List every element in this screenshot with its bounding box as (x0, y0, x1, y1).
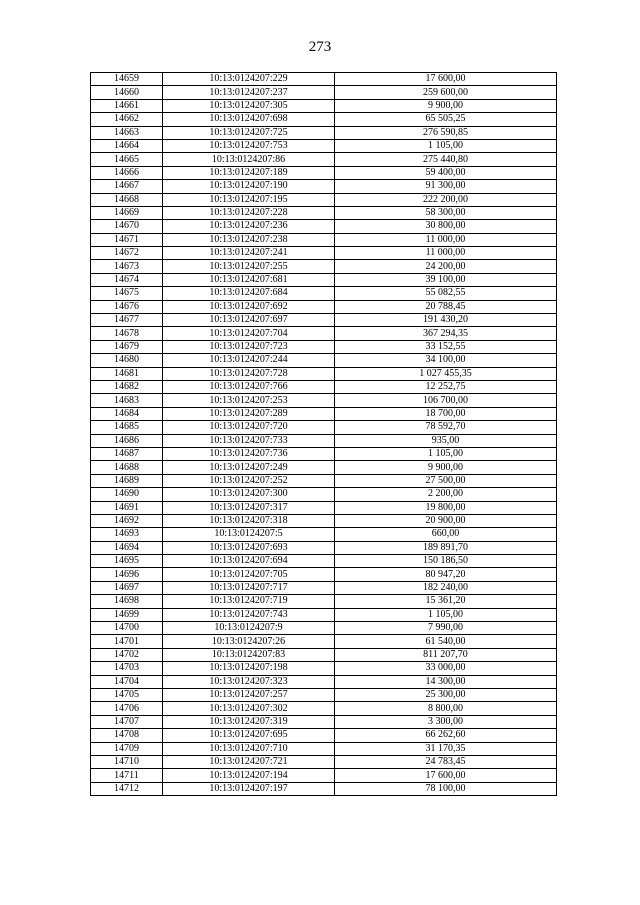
cadastral-value-cell: 1 105,00 (335, 608, 557, 621)
cadastral-number-cell: 10:13:0124207:753 (163, 139, 335, 152)
cadastral-number-cell: 10:13:0124207:26 (163, 635, 335, 648)
row-number-cell: 14681 (91, 367, 163, 380)
row-number-cell: 14662 (91, 113, 163, 126)
cadastral-value-cell: 660,00 (335, 528, 557, 541)
table-row (91, 380, 557, 393)
row-number-cell: 14688 (91, 461, 163, 474)
cadastral-number-cell: 10:13:0124207:238 (163, 233, 335, 246)
cadastral-number-cell: 10:13:0124207:725 (163, 126, 335, 139)
row-number-cell: 14672 (91, 247, 163, 260)
table-row (91, 166, 557, 179)
row-number-cell: 14673 (91, 260, 163, 273)
table-row (91, 434, 557, 447)
table-row (91, 139, 557, 152)
table-row (91, 193, 557, 206)
cadastral-value-cell: 276 590,85 (335, 126, 557, 139)
cadastral-value-cell: 11 000,00 (335, 233, 557, 246)
row-number-cell: 14659 (91, 73, 163, 86)
cadastral-value-cell: 15 361,20 (335, 595, 557, 608)
cadastral-value-cell: 259 600,00 (335, 86, 557, 99)
row-number-cell: 14684 (91, 407, 163, 420)
row-number-cell: 14689 (91, 474, 163, 487)
table-row (91, 461, 557, 474)
cadastral-number-cell: 10:13:0124207:257 (163, 688, 335, 701)
cadastral-number-cell: 10:13:0124207:733 (163, 434, 335, 447)
row-number-cell: 14663 (91, 126, 163, 139)
row-number-cell: 14691 (91, 501, 163, 514)
row-number-cell: 14669 (91, 206, 163, 219)
cadastral-number-cell: 10:13:0124207:721 (163, 755, 335, 768)
cadastral-number-cell: 10:13:0124207:241 (163, 247, 335, 260)
cadastral-number-cell: 10:13:0124207:720 (163, 421, 335, 434)
cadastral-value-cell: 9 900,00 (335, 99, 557, 112)
cadastral-number-cell: 10:13:0124207:710 (163, 742, 335, 755)
cadastral-value-cell: 8 800,00 (335, 702, 557, 715)
cadastral-value-cell: 27 500,00 (335, 474, 557, 487)
cadastral-number-cell: 10:13:0124207:305 (163, 99, 335, 112)
cadastral-value-cell: 2 200,00 (335, 488, 557, 501)
cadastral-number-cell: 10:13:0124207:723 (163, 340, 335, 353)
table-row (91, 314, 557, 327)
row-number-cell: 14674 (91, 273, 163, 286)
table-row (91, 260, 557, 273)
row-number-cell: 14701 (91, 635, 163, 648)
cadastral-number-cell: 10:13:0124207:736 (163, 447, 335, 460)
row-number-cell: 14679 (91, 340, 163, 353)
table-row (91, 287, 557, 300)
cadastral-number-cell: 10:13:0124207:229 (163, 73, 335, 86)
cadastral-value-cell: 34 100,00 (335, 354, 557, 367)
cadastral-value-cell: 11 000,00 (335, 247, 557, 260)
cadastral-number-cell: 10:13:0124207:705 (163, 568, 335, 581)
cadastral-value-cell: 25 300,00 (335, 688, 557, 701)
row-number-cell: 14668 (91, 193, 163, 206)
table-row (91, 715, 557, 728)
table-row (91, 300, 557, 313)
cadastral-number-cell: 10:13:0124207:318 (163, 514, 335, 527)
cadastral-number-cell: 10:13:0124207:681 (163, 273, 335, 286)
cadastral-value-table (90, 72, 557, 796)
table-row (91, 608, 557, 621)
table-row (91, 273, 557, 286)
row-number-cell: 14697 (91, 581, 163, 594)
cadastral-value-cell: 811 207,70 (335, 648, 557, 661)
table-row (91, 247, 557, 260)
cadastral-value-cell: 222 200,00 (335, 193, 557, 206)
row-number-cell: 14680 (91, 354, 163, 367)
table-row (91, 541, 557, 554)
table-row (91, 153, 557, 166)
table-row (91, 555, 557, 568)
row-number-cell: 14667 (91, 180, 163, 193)
table-row (91, 233, 557, 246)
row-number-cell: 14671 (91, 233, 163, 246)
table-row (91, 662, 557, 675)
cadastral-number-cell: 10:13:0124207:195 (163, 193, 335, 206)
row-number-cell: 14700 (91, 622, 163, 635)
row-number-cell: 14692 (91, 514, 163, 527)
table-row (91, 394, 557, 407)
cadastral-number-cell: 10:13:0124207:190 (163, 180, 335, 193)
row-number-cell: 14707 (91, 715, 163, 728)
cadastral-value-cell: 20 788,45 (335, 300, 557, 313)
cadastral-value-cell: 80 947,20 (335, 568, 557, 581)
cadastral-value-cell: 30 800,00 (335, 220, 557, 233)
cadastral-value-cell: 367 294,35 (335, 327, 557, 340)
table-body (91, 73, 557, 796)
table-row (91, 327, 557, 340)
cadastral-value-cell: 14 300,00 (335, 675, 557, 688)
row-number-cell: 14708 (91, 729, 163, 742)
row-number-cell: 14712 (91, 782, 163, 795)
row-number-cell: 14699 (91, 608, 163, 621)
table-row (91, 648, 557, 661)
row-number-cell: 14710 (91, 755, 163, 768)
row-number-cell: 14702 (91, 648, 163, 661)
table-row (91, 635, 557, 648)
cadastral-number-cell: 10:13:0124207:83 (163, 648, 335, 661)
cadastral-number-cell: 10:13:0124207:743 (163, 608, 335, 621)
page-number: 273 (308, 39, 332, 55)
row-number-cell: 14706 (91, 702, 163, 715)
cadastral-number-cell: 10:13:0124207:255 (163, 260, 335, 273)
cadastral-number-cell: 10:13:0124207:698 (163, 113, 335, 126)
cadastral-value-cell: 31 170,35 (335, 742, 557, 755)
table-row (91, 488, 557, 501)
cadastral-number-cell: 10:13:0124207:728 (163, 367, 335, 380)
row-number-cell: 14676 (91, 300, 163, 313)
table-row (91, 220, 557, 233)
row-number-cell: 14698 (91, 595, 163, 608)
cadastral-number-cell: 10:13:0124207:323 (163, 675, 335, 688)
table-row (91, 581, 557, 594)
cadastral-value-cell: 24 200,00 (335, 260, 557, 273)
table-row (91, 729, 557, 742)
row-number-cell: 14664 (91, 139, 163, 152)
row-number-cell: 14685 (91, 421, 163, 434)
cadastral-number-cell: 10:13:0124207:704 (163, 327, 335, 340)
cadastral-number-cell: 10:13:0124207:693 (163, 541, 335, 554)
table-row (91, 568, 557, 581)
row-number-cell: 14695 (91, 555, 163, 568)
cadastral-number-cell: 10:13:0124207:249 (163, 461, 335, 474)
table-row (91, 501, 557, 514)
table-row (91, 688, 557, 701)
cadastral-number-cell: 10:13:0124207:695 (163, 729, 335, 742)
row-number-cell: 14694 (91, 541, 163, 554)
cadastral-value-cell: 58 300,00 (335, 206, 557, 219)
table-row (91, 126, 557, 139)
cadastral-value-cell: 1 027 455,35 (335, 367, 557, 380)
cadastral-value-cell: 20 900,00 (335, 514, 557, 527)
row-number-cell: 14696 (91, 568, 163, 581)
cadastral-value-cell: 55 082,55 (335, 287, 557, 300)
cadastral-number-cell: 10:13:0124207:197 (163, 782, 335, 795)
cadastral-number-cell: 10:13:0124207:692 (163, 300, 335, 313)
row-number-cell: 14665 (91, 153, 163, 166)
cadastral-value-cell: 1 105,00 (335, 447, 557, 460)
table-row (91, 407, 557, 420)
cadastral-number-cell: 10:13:0124207:766 (163, 380, 335, 393)
table-row (91, 73, 557, 86)
cadastral-number-cell: 10:13:0124207:694 (163, 555, 335, 568)
row-number-cell: 14690 (91, 488, 163, 501)
table-row (91, 421, 557, 434)
cadastral-number-cell: 10:13:0124207:289 (163, 407, 335, 420)
cadastral-value-cell: 7 990,00 (335, 622, 557, 635)
cadastral-value-cell: 61 540,00 (335, 635, 557, 648)
cadastral-value-cell: 39 100,00 (335, 273, 557, 286)
cadastral-number-cell: 10:13:0124207:5 (163, 528, 335, 541)
cadastral-number-cell: 10:13:0124207:236 (163, 220, 335, 233)
cadastral-number-cell: 10:13:0124207:317 (163, 501, 335, 514)
cadastral-number-cell: 10:13:0124207:194 (163, 769, 335, 782)
cadastral-number-cell: 10:13:0124207:228 (163, 206, 335, 219)
row-number-cell: 14686 (91, 434, 163, 447)
table-row (91, 702, 557, 715)
table-row (91, 755, 557, 768)
cadastral-value-cell: 275 440,80 (335, 153, 557, 166)
row-number-cell: 14705 (91, 688, 163, 701)
table-row (91, 528, 557, 541)
cadastral-value-cell: 78 100,00 (335, 782, 557, 795)
cadastral-number-cell: 10:13:0124207:244 (163, 354, 335, 367)
row-number-cell: 14711 (91, 769, 163, 782)
table-row (91, 354, 557, 367)
cadastral-value-cell: 17 600,00 (335, 769, 557, 782)
cadastral-value-cell: 189 891,70 (335, 541, 557, 554)
row-number-cell: 14703 (91, 662, 163, 675)
cadastral-number-cell: 10:13:0124207:237 (163, 86, 335, 99)
cadastral-number-cell: 10:13:0124207:189 (163, 166, 335, 179)
row-number-cell: 14704 (91, 675, 163, 688)
row-number-cell: 14678 (91, 327, 163, 340)
row-number-cell: 14687 (91, 447, 163, 460)
row-number-cell: 14666 (91, 166, 163, 179)
cadastral-value-cell: 24 783,45 (335, 755, 557, 768)
table-row (91, 474, 557, 487)
cadastral-value-cell: 9 900,00 (335, 461, 557, 474)
row-number-cell: 14709 (91, 742, 163, 755)
cadastral-number-cell: 10:13:0124207:9 (163, 622, 335, 635)
row-number-cell: 14677 (91, 314, 163, 327)
cadastral-value-cell: 191 430,20 (335, 314, 557, 327)
table-row (91, 86, 557, 99)
cadastral-value-cell: 182 240,00 (335, 581, 557, 594)
cadastral-number-cell: 10:13:0124207:717 (163, 581, 335, 594)
row-number-cell: 14660 (91, 86, 163, 99)
table-row (91, 514, 557, 527)
cadastral-value-cell: 65 505,25 (335, 113, 557, 126)
table-row (91, 675, 557, 688)
row-number-cell: 14675 (91, 287, 163, 300)
cadastral-value-cell: 33 152,55 (335, 340, 557, 353)
table-row (91, 622, 557, 635)
cadastral-number-cell: 10:13:0124207:253 (163, 394, 335, 407)
cadastral-number-cell: 10:13:0124207:684 (163, 287, 335, 300)
cadastral-number-cell: 10:13:0124207:302 (163, 702, 335, 715)
table-row (91, 340, 557, 353)
cadastral-number-cell: 10:13:0124207:86 (163, 153, 335, 166)
row-number-cell: 14661 (91, 99, 163, 112)
cadastral-value-cell: 17 600,00 (335, 73, 557, 86)
row-number-cell: 14670 (91, 220, 163, 233)
cadastral-value-cell: 18 700,00 (335, 407, 557, 420)
cadastral-number-cell: 10:13:0124207:300 (163, 488, 335, 501)
cadastral-value-cell: 33 000,00 (335, 662, 557, 675)
cadastral-number-cell: 10:13:0124207:198 (163, 662, 335, 675)
table-row (91, 367, 557, 380)
cadastral-value-cell: 78 592,70 (335, 421, 557, 434)
row-number-cell: 14683 (91, 394, 163, 407)
cadastral-number-cell: 10:13:0124207:252 (163, 474, 335, 487)
table-row (91, 782, 557, 795)
cadastral-value-cell: 935,00 (335, 434, 557, 447)
cadastral-value-cell: 66 262,60 (335, 729, 557, 742)
row-number-cell: 14693 (91, 528, 163, 541)
table-row (91, 447, 557, 460)
cadastral-value-cell: 3 300,00 (335, 715, 557, 728)
cadastral-value-cell: 1 105,00 (335, 139, 557, 152)
cadastral-value-cell: 91 300,00 (335, 180, 557, 193)
cadastral-number-cell: 10:13:0124207:319 (163, 715, 335, 728)
table-row (91, 206, 557, 219)
cadastral-value-cell: 150 186,50 (335, 555, 557, 568)
cadastral-value-cell: 19 800,00 (335, 501, 557, 514)
table-row (91, 742, 557, 755)
table-row (91, 769, 557, 782)
cadastral-value-cell: 12 252,75 (335, 380, 557, 393)
table-row (91, 113, 557, 126)
cadastral-number-cell: 10:13:0124207:697 (163, 314, 335, 327)
cadastral-value-cell: 106 700,00 (335, 394, 557, 407)
table-row (91, 99, 557, 112)
table-row (91, 595, 557, 608)
row-number-cell: 14682 (91, 380, 163, 393)
cadastral-value-cell: 59 400,00 (335, 166, 557, 179)
table-row (91, 180, 557, 193)
cadastral-number-cell: 10:13:0124207:719 (163, 595, 335, 608)
